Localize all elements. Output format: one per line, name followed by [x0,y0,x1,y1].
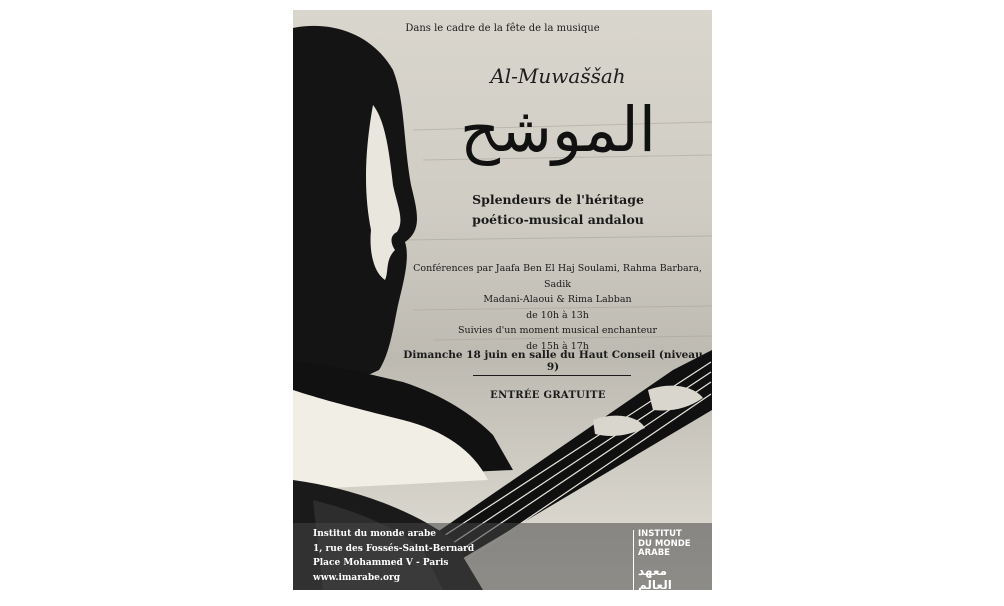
conference-line: de 10h à 13h [526,309,589,321]
logo-arabic: معهد العالم العربي [638,563,678,606]
subtitle-line: poético-musical andalou [472,212,644,227]
subtitle [433,190,683,230]
event-poster [293,10,712,606]
conference-line: de 15h à 17h [526,340,589,352]
address-line: Institut du monde arabe [313,529,437,539]
festival-note: Dans le cadre de la fête de la musique [405,23,600,34]
event-date: Dimanche 18 juin en salle du Haut Conseil (niveau 9) [403,349,703,373]
address-line: Place Mohammed V - Paris [313,558,449,568]
conference-line: Madani-Alaoui & Rima Labban [483,294,632,305]
footer-address [313,527,474,585]
arabic-title: الموشح [460,93,656,166]
free-entry-label: ENTRÉE GRATUITE [490,390,606,401]
address-line: 1, rue des Fossés-Saint-Bernard [313,543,475,554]
ima-logo [633,530,696,606]
conference-line: Suivies d'un moment musical enchanteur [458,325,657,336]
conference-line: Conférences par Jaafa Ben El Haj Soulami, Rahma Barbara, Sadik [413,263,702,290]
conference-details [405,261,710,354]
latin-title: Al-Muwaššah [490,64,626,88]
website-link[interactable]: www.imarabe.org [313,572,401,583]
divider [473,375,631,376]
logo-line: INSTITUT [638,529,682,539]
logo-line: ARABE [638,548,670,558]
subtitle-line: Splendeurs de l'héritage [472,192,644,207]
logo-line: DU MONDE [638,538,691,549]
